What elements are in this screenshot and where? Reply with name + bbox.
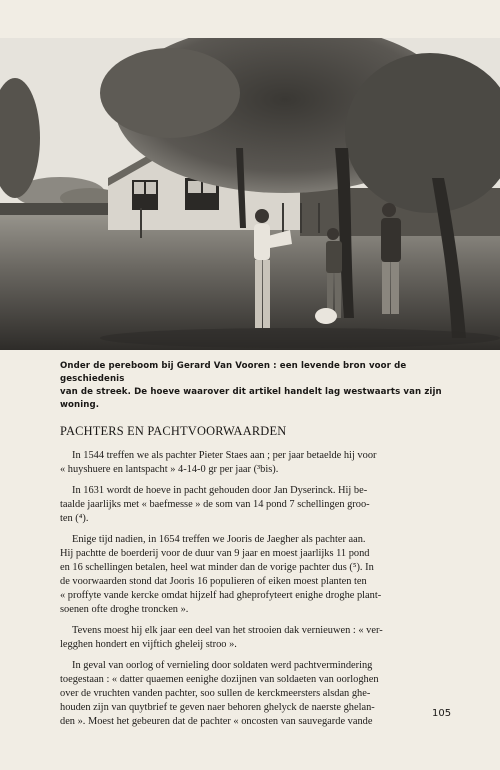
photograph-icon bbox=[0, 38, 500, 350]
paragraph-1 bbox=[60, 449, 475, 477]
article-body bbox=[60, 449, 475, 736]
text-line: Enige tijd nadien, in 1654 treffen we Jooris de Jaegher als pachter aan. bbox=[72, 534, 366, 545]
text-line: « proffyte vande kercke omdat hijzelf had gheprofyteert enighe droghe plant- bbox=[60, 590, 382, 601]
text-line: de voorwaarden stond dat Jooris 16 populieren of eiken moest planten ten bbox=[60, 576, 367, 587]
text-line: In 1631 wordt de hoeve in pacht gehouden door Jan Dyserinck. Hij be- bbox=[72, 485, 368, 496]
farm-photograph bbox=[0, 38, 500, 350]
text-line: soenen ofte droghe troncken ». bbox=[60, 604, 189, 615]
photo-caption bbox=[60, 360, 470, 412]
text-line: « huyshuere en lantspacht » 4-14-0 gr per jaar (³bis). bbox=[60, 464, 279, 475]
paragraph-3 bbox=[60, 533, 475, 617]
text-line: taalde jaarlijks met « baefmesse » de som van 14 pond 7 schellingen groo- bbox=[60, 499, 370, 510]
text-line: ten (⁴). bbox=[60, 513, 89, 524]
text-line: houden zijn van quytbrief te geven naer behoren ghelyck de naerste ghelan- bbox=[60, 702, 375, 713]
page-number: 105 bbox=[432, 708, 452, 719]
section-title: PACHTERS EN PACHTVOORWAARDEN bbox=[60, 424, 287, 438]
text-line: legghen hondert en vijftich gheleij stroo ». bbox=[60, 639, 237, 650]
paragraph-2 bbox=[60, 484, 475, 526]
caption-line-1: Onder de pereboom bij Gerard Van Vooren : een levende bron voor de geschiedenis bbox=[60, 361, 407, 384]
text-line: en 16 schellingen betalen, heel wat minder dan de vorige pachter dus (⁵). In bbox=[60, 562, 374, 573]
text-line: den ». Moest het gebeuren dat de pachter « oncosten van sauvegarde vande bbox=[60, 716, 373, 727]
text-line: toegestaan : « datter quaemen eenighe dozijnen van soldaeten van oorloghen bbox=[60, 674, 379, 685]
text-line: In 1544 treffen we als pachter Pieter Staes aan ; per jaar betaelde hij voor bbox=[72, 450, 377, 461]
paragraph-4 bbox=[60, 624, 475, 652]
paragraph-5 bbox=[60, 659, 475, 729]
text-line: Hij pachtte de boerderij voor de duur van 9 jaar en moest jaarlijks 11 pond bbox=[60, 548, 370, 559]
caption-line-2: van de streek. De hoeve waarover dit artikel handelt lag westwaarts van zijn woning. bbox=[60, 387, 442, 410]
text-line: over de vruchten vanden pachter, soo sullen de kerckmeersters alsdan ghe- bbox=[60, 688, 371, 699]
text-line: In geval van oorlog of vernieling door soldaten werd pachtvermindering bbox=[72, 660, 373, 671]
text-line: Tevens moest hij elk jaar een deel van het strooien dak vernieuwen : « ver- bbox=[72, 625, 383, 636]
